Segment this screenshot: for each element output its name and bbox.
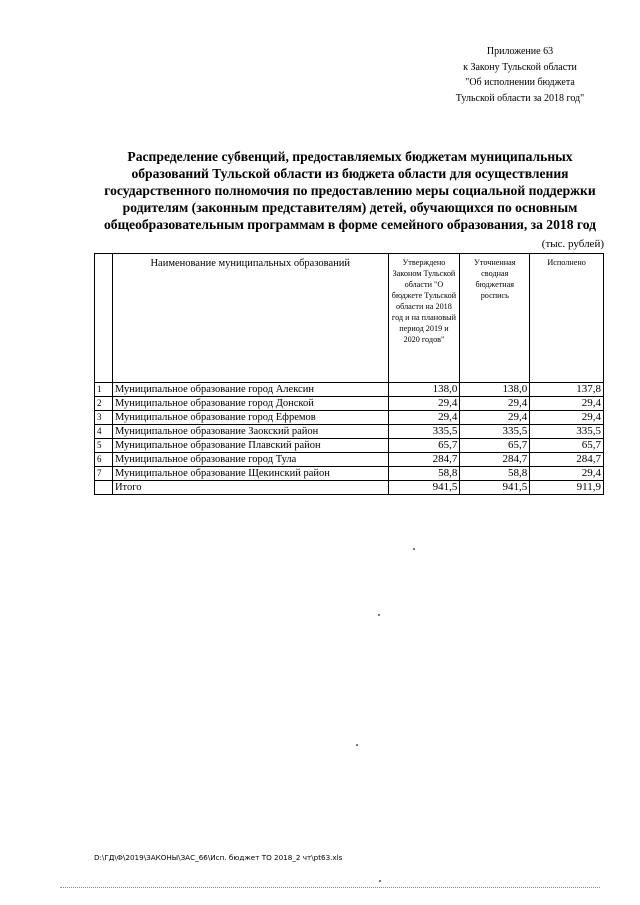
row-approved: 58,8 bbox=[388, 467, 460, 481]
row-executed: 65,7 bbox=[530, 439, 604, 453]
table-total-row bbox=[95, 481, 604, 495]
row-approved: 138,0 bbox=[388, 383, 460, 397]
table-row bbox=[95, 453, 604, 467]
total-approved: 941,5 bbox=[388, 481, 460, 495]
header-executed: Исполнено bbox=[530, 254, 604, 383]
title-line: родителям (законным представителям) детей, обучающихся по основным bbox=[122, 200, 578, 215]
row-refined: 65,7 bbox=[460, 439, 530, 453]
title-line: государственного полномочия по предоставлению меры социальной поддержки bbox=[104, 183, 596, 198]
row-refined: 335,5 bbox=[460, 425, 530, 439]
scan-dotted-line bbox=[60, 887, 600, 888]
row-approved: 65,7 bbox=[388, 439, 460, 453]
row-index: 3 bbox=[95, 411, 113, 425]
header-approved: Утверждено Законом Тульской области "О бюджете Тульской области на 2018 год и на плановый период 2019 и 2020 годов" bbox=[388, 254, 460, 383]
total-refined: 941,5 bbox=[460, 481, 530, 495]
row-executed: 284,7 bbox=[530, 453, 604, 467]
appendix-line: к Закону Тульской области bbox=[463, 61, 577, 73]
row-index: 4 bbox=[95, 425, 113, 439]
row-executed: 335,5 bbox=[530, 425, 604, 439]
scan-speck bbox=[379, 880, 381, 882]
title-line: Распределение субвенций, предоставляемых бюджетам муниципальных bbox=[127, 149, 573, 164]
table-row bbox=[95, 439, 604, 453]
row-approved: 29,4 bbox=[388, 411, 460, 425]
header-refined: Уточненная сводная бюджетная роспись bbox=[460, 254, 530, 383]
row-name: Муниципальное образование город Ефремов bbox=[112, 411, 388, 425]
row-index: 2 bbox=[95, 397, 113, 411]
title-line: образований Тульской области из бюджета области для осуществления bbox=[131, 166, 569, 181]
table-header-row bbox=[95, 254, 604, 383]
document-title bbox=[80, 148, 620, 233]
row-refined: 284,7 bbox=[460, 453, 530, 467]
units-label: (тыс. рублей) bbox=[541, 238, 604, 250]
appendix-line: Приложение 63 bbox=[486, 46, 554, 57]
table-row bbox=[95, 411, 604, 425]
appendix-line: Тульской области за 2018 год" bbox=[455, 92, 585, 104]
row-approved: 284,7 bbox=[388, 453, 460, 467]
row-refined: 29,4 bbox=[460, 411, 530, 425]
header-name: Наименование муниципальных образований bbox=[112, 254, 388, 383]
row-approved: 335,5 bbox=[388, 425, 460, 439]
row-name: Муниципальное образование Заокский район bbox=[112, 425, 388, 439]
table-row bbox=[95, 397, 604, 411]
row-name: Муниципальное образование город Донской bbox=[112, 397, 388, 411]
row-executed: 29,4 bbox=[530, 467, 604, 481]
scan-speck bbox=[356, 744, 358, 746]
row-executed: 29,4 bbox=[530, 397, 604, 411]
row-executed: 137,8 bbox=[530, 383, 604, 397]
appendix-block bbox=[420, 44, 620, 106]
appendix-line: "Об исполнении бюджета bbox=[465, 77, 575, 88]
header-index bbox=[95, 254, 113, 383]
file-path-footer: D:\ГД\Ф\2019\ЗАКОНЫ\ЗАС_66\Исп. бюджет ТО 2018_2 чт\pt63.xls bbox=[94, 853, 343, 862]
subsidy-table bbox=[94, 253, 604, 495]
table-row bbox=[95, 383, 604, 397]
row-index: 7 bbox=[95, 467, 113, 481]
total-label: Итого bbox=[112, 481, 388, 495]
scan-speck bbox=[413, 548, 415, 550]
row-index: 5 bbox=[95, 439, 113, 453]
row-name: Муниципальное образование Плавский район bbox=[112, 439, 388, 453]
row-index: 1 bbox=[95, 383, 113, 397]
row-name: Муниципальное образование город Тула bbox=[112, 453, 388, 467]
row-approved: 29,4 bbox=[388, 397, 460, 411]
row-index: 6 bbox=[95, 453, 113, 467]
row-refined: 58,8 bbox=[460, 467, 530, 481]
table-row bbox=[95, 425, 604, 439]
row-refined: 29,4 bbox=[460, 397, 530, 411]
row-executed: 29,4 bbox=[530, 411, 604, 425]
title-line: общеобразовательным программам в форме семейного образования, за 2018 год bbox=[103, 217, 597, 232]
row-name: Муниципальное образование Щекинский район bbox=[112, 467, 388, 481]
table-row bbox=[95, 467, 604, 481]
scan-speck bbox=[378, 614, 380, 616]
total-index bbox=[95, 481, 113, 495]
row-name: Муниципальное образование город Алексин bbox=[112, 383, 388, 397]
row-refined: 138,0 bbox=[460, 383, 530, 397]
total-executed: 911,9 bbox=[530, 481, 604, 495]
